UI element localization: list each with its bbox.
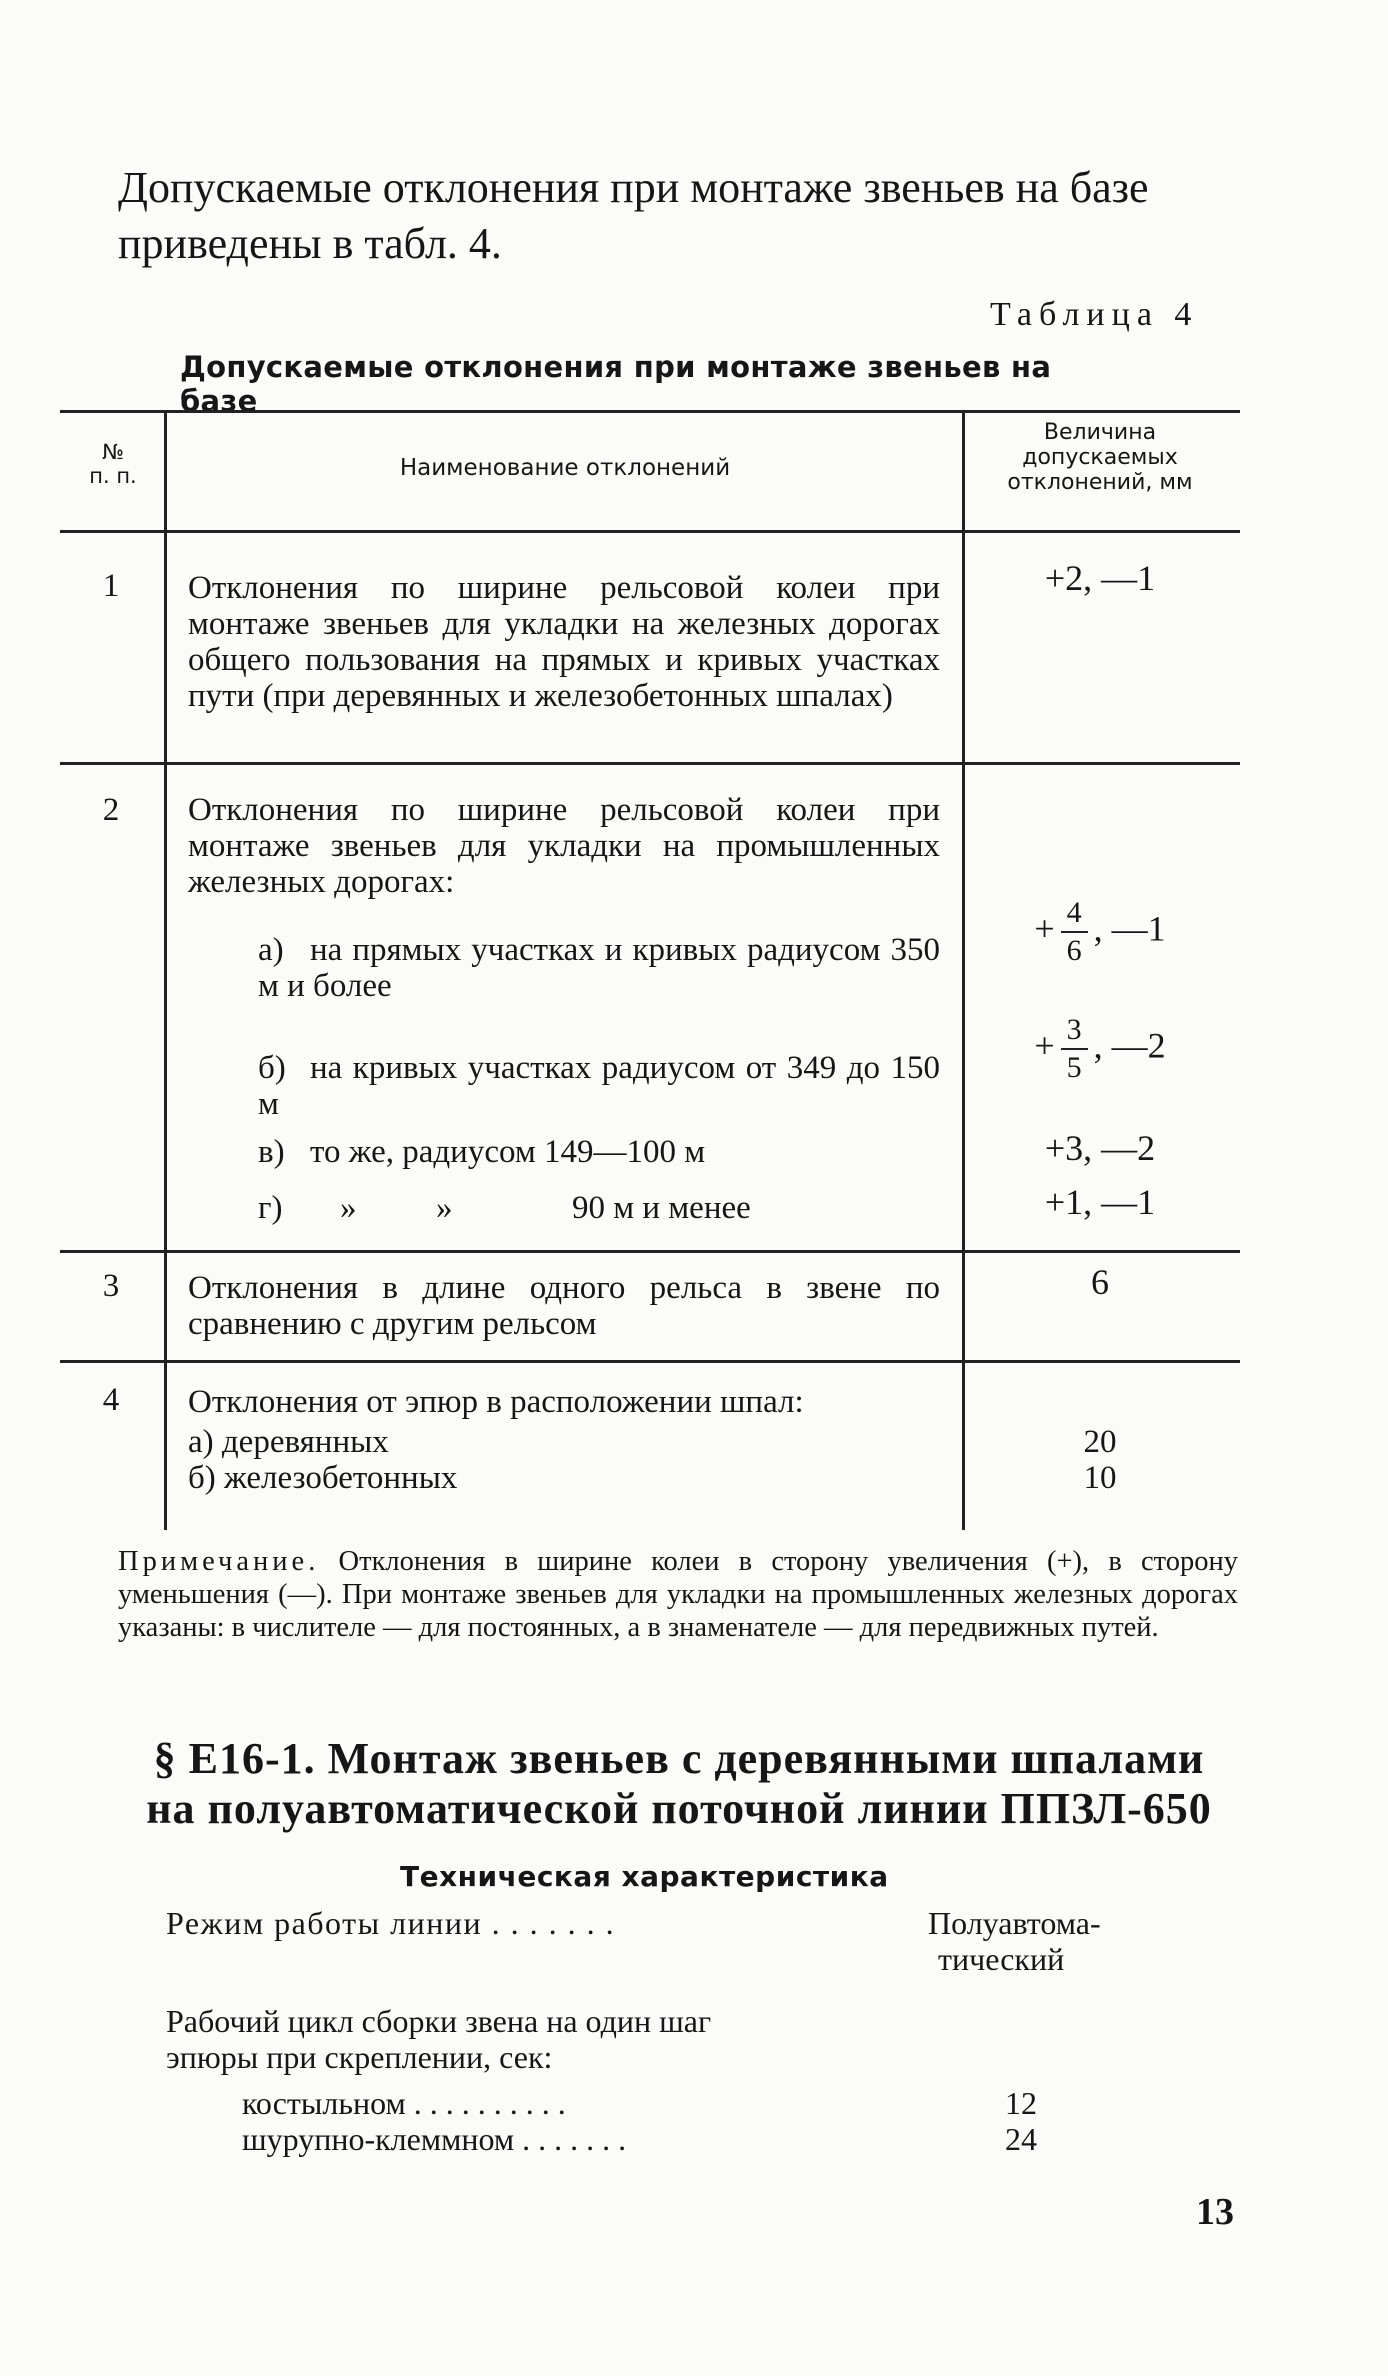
- intro-paragraph: Допускаемые отклонения при монтаже звеньев на базе приведены в табл. 4.: [118, 163, 1149, 268]
- fraction-b: $\frac{3}{5}$: [1061, 1012, 1088, 1086]
- row4-item-a-value: 20: [1083, 1424, 1117, 1460]
- row1-desc: Отклонения по ширине рельсовой колеи при монтаже звеньев для укладки на железных дорогах общего пользования на прямых и кривых участках пути (при деревянных и железобетонных шпалах): [188, 570, 940, 714]
- table-note: Примечание. Отклонения в ширине колеи в сторону увеличения (+), в сторону уменьшения (—). При монтаже звеньев для укладки на промышленных железных дорогах указаны: в числителе — для постоянных, а в знаменателе — для передвижных путей.: [118, 1546, 1238, 1643]
- row1-value: +2, —1: [1044, 558, 1156, 598]
- table-number: Таблица 4: [990, 296, 1199, 333]
- row2-item-b: б) на кривых участках радиусом от 349 до 150 м: [258, 1050, 940, 1122]
- spec-item1-value: 12: [1005, 2085, 1037, 2121]
- row4-item-b: б) железобетонных: [188, 1460, 458, 1496]
- row4-item-a: а) деревянных: [188, 1424, 389, 1460]
- row4-item-b-value: 10: [1083, 1460, 1117, 1496]
- header-bottom-rule: [60, 530, 1240, 533]
- row2-item-a-value: + $\frac{4}{6}$ , —1: [1034, 896, 1166, 967]
- row2-item-d: г) » » 90 м и менее: [258, 1190, 751, 1226]
- section-heading: § Е16-1. Монтаж звеньев с деревянными шпалами на полуавтоматической поточной линии ППЗЛ-650: [146, 1734, 1212, 1833]
- row2-item-b-value: + $\frac{3}{5}$ , —2: [1034, 1013, 1166, 1084]
- spec-item2-value: 24: [1005, 2121, 1037, 2157]
- fraction-a: $\frac{4}{6}$: [1061, 895, 1088, 969]
- row2-item-a: а) на прямых участках и кривых радиусом 350 м и более: [258, 932, 940, 1004]
- tech-spec-title: Техническая характеристика: [400, 1860, 889, 1893]
- spec-item1-label: костыльном . . . . . . . . . .: [242, 2085, 566, 2121]
- row4-desc: Отклонения от эпюр в расположении шпал:: [188, 1384, 804, 1420]
- table-title: Допускаемые отклонения при монтаже звеньев на базе: [180, 350, 1052, 418]
- page-number: 13: [1196, 2191, 1234, 2233]
- header-name: Наименование отклонений: [399, 455, 731, 481]
- spec-mode-label: Режим работы линии . . . . . . .: [166, 1905, 616, 1941]
- row2-item-c: в) то же, радиусом 149—100 м: [258, 1134, 706, 1170]
- row1-bottom-rule: [60, 762, 1240, 765]
- spec-mode-value: Полуавтома- тический: [928, 1905, 1101, 1977]
- header-num: № п. п.: [89, 440, 137, 488]
- row3-desc: Отклонения в длине одного рельса в звене по сравнению с другим рельсом: [188, 1270, 940, 1342]
- row3-bottom-rule: [60, 1360, 1240, 1363]
- row4-num: 4: [102, 1382, 120, 1418]
- header-value: Величина допускаемых отклонений, мм: [1007, 420, 1193, 495]
- table-top-rule: [60, 410, 1240, 413]
- row2-item-d-value: +1, —1: [1044, 1182, 1156, 1222]
- row2-desc: Отклонения по ширине рельсовой колеи при монтаже звеньев для укладки на промышленных железных дорогах:: [188, 792, 940, 900]
- row3-num: 3: [102, 1268, 120, 1304]
- row1-num: 1: [102, 568, 120, 604]
- col-divider-left: [164, 412, 167, 1530]
- row2-item-c-value: +3, —2: [1044, 1128, 1156, 1168]
- row2-num: 2: [102, 792, 120, 828]
- spec-cycle-label: Рабочий цикл сборки звена на один шаг эпюры при скреплении, сек:: [166, 2003, 712, 2075]
- row3-value: 6: [1091, 1262, 1109, 1302]
- row2-bottom-rule: [60, 1250, 1240, 1253]
- spec-item2-label: шурупно-клеммном . . . . . . .: [242, 2121, 627, 2157]
